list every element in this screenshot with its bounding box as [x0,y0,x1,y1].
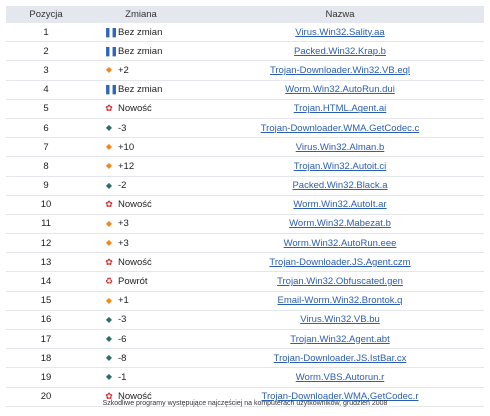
column-header-position: Pozycja [6,6,86,23]
change-indicator [86,257,196,268]
up-arrow-icon: ◆ [105,142,113,152]
change-cell [86,99,196,118]
change-label: +12 [118,160,135,172]
no-change-icon: ❚❚ [104,45,118,56]
change-indicator [86,372,196,383]
malware-name-link[interactable]: Packed.Win32.Krap.b [294,45,386,57]
malware-name-link[interactable]: Packed.Win32.Black.a [292,180,388,192]
name-cell [196,310,484,329]
up-arrow-icon: ◆ [105,218,113,228]
malware-ranking-table [6,6,484,407]
position-cell: 7 [6,138,86,157]
change-label: -3 [118,122,127,134]
name-cell [196,214,484,233]
malware-name-link[interactable]: Trojan.Win32.Autoit.ci [293,160,387,172]
position-cell: 6 [6,118,86,137]
change-cell [86,23,196,42]
position-cell: 17 [6,330,86,349]
change-indicator [86,334,196,345]
return-icon: ♻ [104,276,114,287]
change-cell [86,214,196,233]
change-label: -1 [118,371,127,383]
change-label: -8 [118,352,127,364]
change-label: +10 [118,141,135,153]
change-label: Nowość [118,103,152,115]
malware-name-link[interactable]: Trojan.Win32.Obfuscated.gen [277,276,403,288]
table-row [6,330,484,349]
change-cell [86,234,196,253]
change-label: Powrót [118,276,148,288]
no-change-icon: ❚❚ [104,84,118,95]
malware-name-link[interactable]: Trojan-Downloader.WMA.GetCodec.c [260,122,420,134]
change-label: +2 [118,64,129,76]
down-arrow-icon: ◆ [105,314,113,324]
down-arrow-icon: ◆ [105,372,113,382]
down-arrow-icon: ◆ [105,353,113,363]
name-cell [196,349,484,368]
malware-name-link[interactable]: Email-Worm.Win32.Brontok.q [277,295,403,307]
table-row [6,234,484,253]
position-cell: 16 [6,310,86,329]
position-cell: 20 [6,387,86,406]
change-cell [86,157,196,176]
change-cell [86,253,196,272]
malware-name-link[interactable]: Trojan-Downloader.WMA.GetCodec.r [261,391,419,403]
name-cell [196,138,484,157]
change-indicator [86,295,196,306]
position-cell: 9 [6,176,86,195]
change-label: +3 [118,218,129,230]
position-cell: 19 [6,368,86,387]
table-row [6,80,484,99]
position-cell: 18 [6,349,86,368]
table-row [6,310,484,329]
change-indicator [86,142,196,153]
name-cell [196,80,484,99]
change-indicator [86,27,196,38]
new-entry-icon: ✿ [105,199,113,210]
malware-name-link[interactable]: Trojan-Downloader.JS.IstBar.cx [273,352,407,364]
up-arrow-icon: ◆ [105,65,113,75]
table-row [6,195,484,214]
malware-name-link[interactable]: Worm.Win32.AutoIt.ar [293,199,387,211]
name-cell [196,253,484,272]
change-cell [86,61,196,80]
column-header-change: Zmiana [86,6,196,23]
change-label: -2 [118,180,127,192]
table-row [6,42,484,61]
change-indicator [86,218,196,229]
up-arrow-icon: ◆ [105,295,113,305]
table-row [6,272,484,291]
table-row [6,99,484,118]
name-cell [196,99,484,118]
malware-name-link[interactable]: Trojan-Downloader.JS.Agent.czm [269,256,411,268]
table-row [6,157,484,176]
down-arrow-icon: ◆ [105,334,113,344]
position-cell: 2 [6,42,86,61]
name-cell [196,368,484,387]
position-cell: 3 [6,61,86,80]
change-cell [86,368,196,387]
name-cell [196,61,484,80]
change-label: -6 [118,333,127,345]
change-cell [86,195,196,214]
name-cell [196,23,484,42]
change-cell [86,291,196,310]
position-cell: 11 [6,214,86,233]
name-cell [196,42,484,61]
change-indicator [86,314,196,325]
name-cell [196,176,484,195]
change-cell [86,80,196,99]
change-label: Nowość [118,256,152,268]
malware-name-link[interactable]: Virus.Win32.Sality.aa [295,26,385,38]
change-indicator [86,161,196,172]
position-cell: 12 [6,234,86,253]
malware-name-link[interactable]: Trojan.Win32.Agent.abt [290,333,390,345]
table-body [6,23,484,406]
position-cell: 14 [6,272,86,291]
change-label: Bez zmian [118,26,163,38]
change-indicator [86,180,196,191]
change-cell [86,42,196,61]
name-cell [196,157,484,176]
change-indicator [86,65,196,76]
up-arrow-icon: ◆ [105,161,113,171]
name-cell [196,195,484,214]
change-cell [86,310,196,329]
new-entry-icon: ✿ [105,103,113,114]
change-indicator [86,199,196,210]
change-cell [86,176,196,195]
position-cell: 10 [6,195,86,214]
change-label: Bez zmian [118,84,163,96]
change-label: +3 [118,237,129,249]
table-header-row [6,6,484,23]
change-indicator [86,46,196,57]
table-row [6,214,484,233]
table-caption: Szkodliwe programy występujące najczęściej na komputerach użytkowników, grudzień 2008 [102,400,388,407]
table-row [6,61,484,80]
table-row [6,368,484,387]
change-label: -3 [118,314,127,326]
no-change-icon: ❚❚ [104,26,118,37]
table-row [6,291,484,310]
change-cell [86,330,196,349]
position-cell: 1 [6,23,86,42]
table-row [6,176,484,195]
change-cell [86,138,196,157]
change-cell [86,118,196,137]
position-cell: 8 [6,157,86,176]
change-indicator [86,84,196,95]
name-cell [196,291,484,310]
change-label: +1 [118,295,129,307]
malware-name-link[interactable]: Virus.Win32.Alman.b [295,141,385,153]
malware-name-link[interactable]: Worm.VBS.Autorun.r [295,371,385,383]
change-indicator [86,238,196,249]
new-entry-icon: ✿ [105,256,113,267]
malware-name-link[interactable]: Worm.Win32.AutoRun.eee [283,237,397,249]
up-arrow-icon: ◆ [105,238,113,248]
change-label: Nowość [118,391,152,403]
change-indicator [86,276,196,287]
malware-name-link[interactable]: Worm.Win32.AutoRun.dui [285,84,395,96]
table-row [6,23,484,42]
change-indicator [86,103,196,114]
table-row [6,349,484,368]
position-cell: 4 [6,80,86,99]
position-cell: 5 [6,99,86,118]
malware-name-link[interactable]: Worm.Win32.Mabezat.b [289,218,391,230]
name-cell [196,272,484,291]
down-arrow-icon: ◆ [105,123,113,133]
change-label: Nowość [118,199,152,211]
table-row [6,138,484,157]
change-label: Bez zmian [118,45,163,57]
malware-name-link[interactable]: Virus.Win32.VB.bu [300,314,380,326]
new-entry-icon: ✿ [105,391,113,402]
position-cell: 15 [6,291,86,310]
change-cell [86,349,196,368]
table-row [6,253,484,272]
table-row [6,118,484,137]
name-cell [196,118,484,137]
name-cell [196,330,484,349]
malware-name-link[interactable]: Trojan.HTML.Agent.ai [293,103,387,115]
malware-name-link[interactable]: Trojan-Downloader.Win32.VB.eql [269,64,411,76]
change-cell [86,272,196,291]
position-cell: 13 [6,253,86,272]
change-indicator [86,353,196,364]
down-arrow-icon: ◆ [105,180,113,190]
change-indicator [86,123,196,134]
name-cell [196,234,484,253]
column-header-name: Nazwa [196,6,484,23]
